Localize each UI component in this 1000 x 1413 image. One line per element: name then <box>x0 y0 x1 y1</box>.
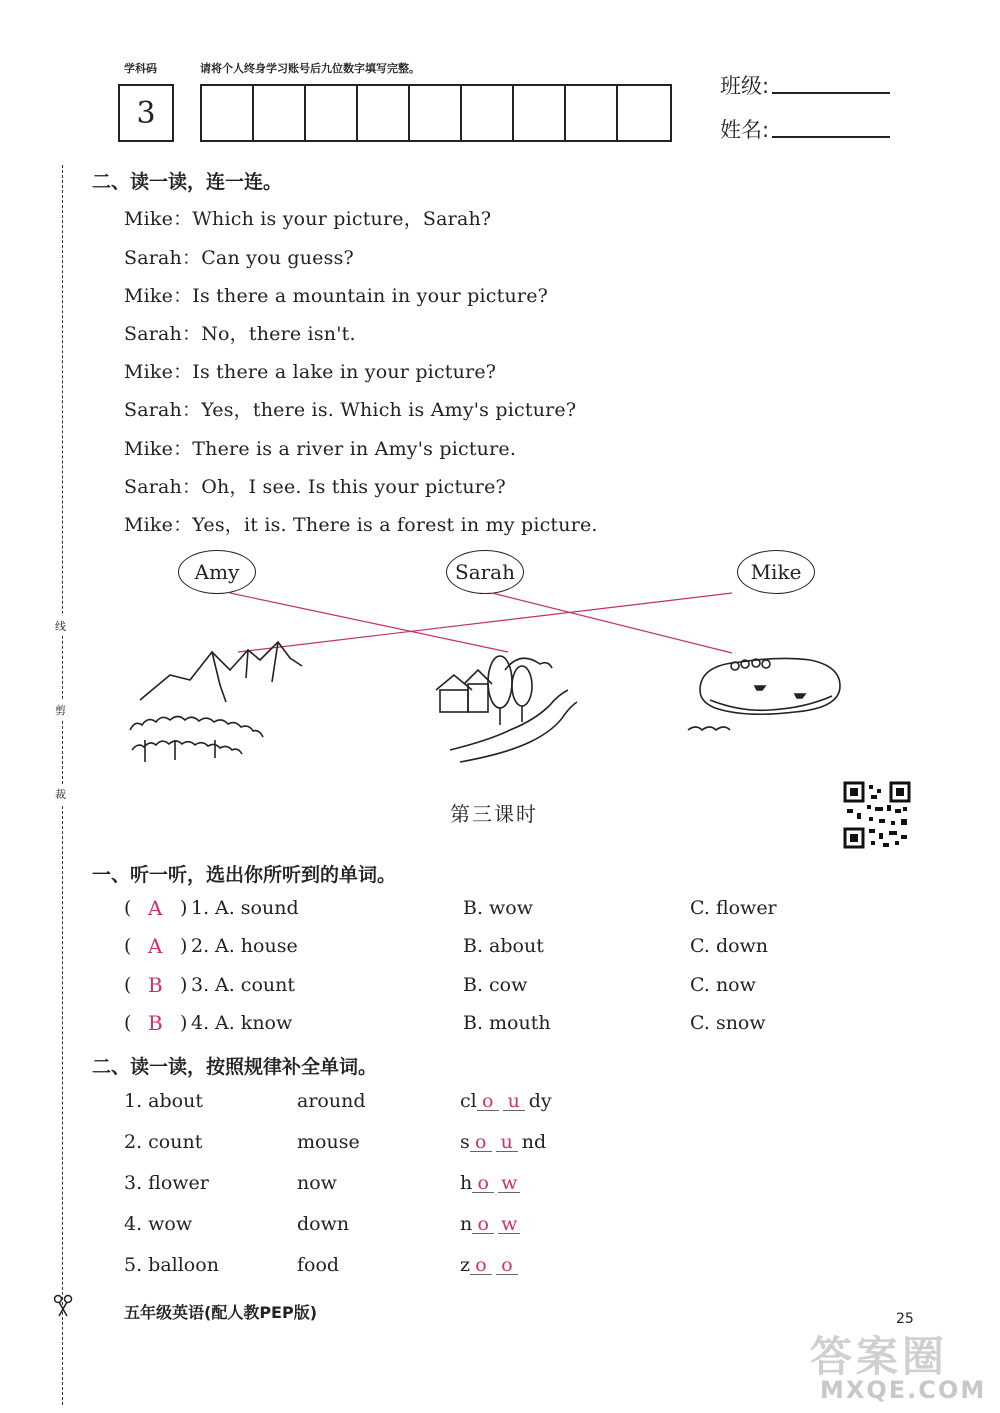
matching-area <box>120 590 880 780</box>
scissors-icon <box>52 1294 74 1318</box>
digit-box[interactable] <box>410 86 462 140</box>
margin-cut-label: 剪 <box>55 700 66 720</box>
section-heading-pattern: 二、读一读，按照规律补全单词。 <box>92 1056 378 1078</box>
margin-line-label: 线 <box>55 616 66 636</box>
book-title: 五年级英语(配人教PEP版) <box>124 1303 318 1322</box>
word-2: now <box>297 1172 337 1194</box>
fill-word <box>460 1090 552 1112</box>
dialogue-line: Sarah：Yes，there is. Which is Amy's picture? <box>124 399 577 421</box>
instruction-text: 请将个人终身学习账号后九位数字填写完整。 <box>200 62 420 75</box>
digit-box[interactable] <box>514 86 566 140</box>
fill-blank[interactable]: o <box>470 1133 492 1152</box>
paren-close: ) <box>180 897 188 919</box>
fill-word <box>460 1254 522 1276</box>
option-b: B. cow <box>463 974 528 996</box>
fill-blank[interactable]: o <box>477 1092 499 1111</box>
class-field[interactable] <box>772 92 890 94</box>
fill-blank[interactable]: o <box>470 1256 492 1275</box>
dialogue-line: Mike：Yes，it is. There is a forest in my picture. <box>124 514 598 536</box>
word-2: mouse <box>297 1131 360 1153</box>
paren-open: ( <box>124 1012 132 1034</box>
word-2: down <box>297 1213 350 1235</box>
option-b: B. mouth <box>463 1012 551 1034</box>
class-label: 班级: <box>720 74 770 98</box>
option-a: A. sound <box>215 897 299 919</box>
word-prefix: s <box>460 1131 470 1153</box>
qr-code-icon[interactable] <box>843 781 911 849</box>
answer-mark[interactable]: A <box>148 896 163 920</box>
name-label: 姓名: <box>720 118 770 142</box>
mountain-picture <box>130 642 302 762</box>
dialogue-line: Sarah：Can you guess? <box>124 247 354 269</box>
option-a: A. count <box>215 974 295 996</box>
fill-blank[interactable]: o <box>472 1174 494 1193</box>
option-b: B. about <box>463 935 544 957</box>
fill-word <box>460 1131 546 1153</box>
subject-code-box: 3 <box>118 84 174 142</box>
option-c: C. down <box>690 935 769 957</box>
dialogue-line: Sarah：No，there isn't. <box>124 323 356 345</box>
digit-box[interactable] <box>566 86 618 140</box>
name-oval-mike[interactable]: Mike <box>737 550 815 594</box>
account-digits-boxes[interactable] <box>200 84 672 142</box>
option-b: B. wow <box>463 897 534 919</box>
dialogue-line: Mike：Which is your picture，Sarah? <box>124 208 492 230</box>
option-a: A. know <box>215 1012 293 1034</box>
river-forest-picture <box>436 656 577 762</box>
answer-mark[interactable]: B <box>148 973 163 997</box>
word-1: 5. balloon <box>124 1254 219 1276</box>
watermark-logo: 答案圈 <box>810 1332 949 1381</box>
fill-word <box>460 1172 524 1194</box>
digit-box[interactable] <box>618 86 670 140</box>
fill-blank[interactable]: o <box>496 1256 518 1275</box>
item-number: 1. <box>191 897 210 919</box>
dialogue-line: Mike：Is there a mountain in your picture? <box>124 285 549 307</box>
item-number: 2. <box>191 935 210 957</box>
dialogue-line: Mike：There is a river in Amy's picture. <box>124 438 517 460</box>
fill-blank[interactable]: u <box>503 1092 525 1111</box>
fill-word <box>460 1213 524 1235</box>
word-prefix: cl <box>460 1090 477 1112</box>
digit-box[interactable] <box>358 86 410 140</box>
fill-blank[interactable]: w <box>498 1215 520 1234</box>
item-number: 3. <box>191 974 210 996</box>
option-c: C. now <box>690 974 756 996</box>
fill-blank[interactable]: w <box>498 1174 520 1193</box>
digit-box[interactable] <box>306 86 358 140</box>
option-c: C. flower <box>690 897 777 919</box>
fill-blank[interactable]: o <box>472 1215 494 1234</box>
item-number: 4. <box>191 1012 210 1034</box>
answer-mark[interactable]: A <box>148 934 163 958</box>
section-heading-read-match: 二、读一读，连一连。 <box>92 171 283 193</box>
digit-box[interactable] <box>462 86 514 140</box>
match-line-amy <box>230 593 508 652</box>
paren-open: ( <box>124 935 132 957</box>
word-1: 1. about <box>124 1090 203 1112</box>
section-heading-listen: 一、听一听，选出你所听到的单词。 <box>92 864 397 886</box>
page-number: 25 <box>896 1311 914 1327</box>
word-prefix: n <box>460 1213 473 1235</box>
option-c: C. snow <box>690 1012 766 1034</box>
word-1: 3. flower <box>124 1172 209 1194</box>
option-a: A. house <box>215 935 298 957</box>
dialogue-line: Sarah：Oh，I see. Is this your picture? <box>124 476 506 498</box>
paren-close: ) <box>180 1012 188 1034</box>
word-suffix: dy <box>528 1090 552 1112</box>
margin-trim-label: 裁 <box>55 784 66 804</box>
word-1: 2. count <box>124 1131 203 1153</box>
word-1: 4. wow <box>124 1213 193 1235</box>
word-suffix: nd <box>521 1131 547 1153</box>
word-prefix: h <box>460 1172 473 1194</box>
subject-code-label: 学科码 <box>124 62 157 75</box>
fill-blank[interactable]: u <box>496 1133 518 1152</box>
paren-close: ) <box>180 974 188 996</box>
word-2: around <box>297 1090 366 1112</box>
answer-mark[interactable]: B <box>148 1011 163 1035</box>
paren-open: ( <box>124 974 132 996</box>
lake-picture <box>688 658 840 730</box>
paren-close: ) <box>180 935 188 957</box>
digit-box[interactable] <box>202 86 254 140</box>
word-prefix: z <box>460 1254 471 1276</box>
name-oval-sarah[interactable]: Sarah <box>446 550 524 594</box>
match-line-sarah <box>492 593 732 653</box>
name-field[interactable] <box>772 136 890 138</box>
lesson-title: 第三课时 <box>450 802 538 826</box>
digit-box[interactable] <box>254 86 306 140</box>
dialogue-line: Mike：Is there a lake in your picture? <box>124 361 497 383</box>
match-line-mike <box>238 593 732 652</box>
word-2: food <box>297 1254 340 1276</box>
watermark-url: MXQE.COM <box>820 1376 987 1404</box>
paren-open: ( <box>124 897 132 919</box>
name-oval-amy[interactable]: Amy <box>178 550 256 594</box>
